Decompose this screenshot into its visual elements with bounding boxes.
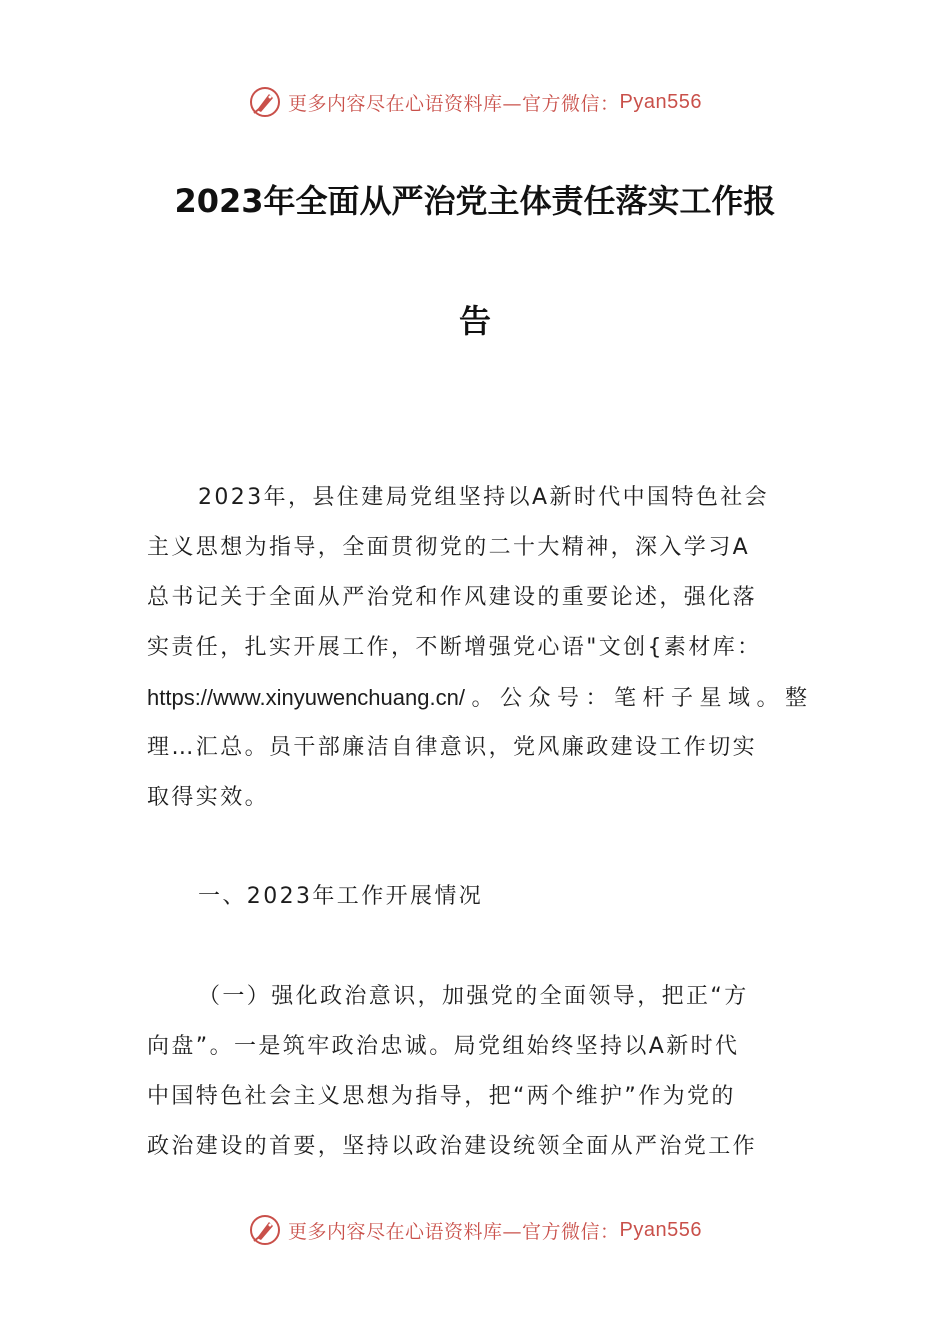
header-watermark-banner xyxy=(0,82,950,122)
paragraph-line: 主义思想为指导，全面贯彻党的二十大精神，深入学习A xyxy=(147,535,751,560)
paragraph-line: 取得实效。 xyxy=(147,785,270,810)
paragraph-line: 2023年，县住建局党组坚持以A新时代中国特色社会 xyxy=(198,485,770,510)
paragraph-line: 向盘”。一是筑牢政治忠诚。局党组始终坚持以A新时代 xyxy=(147,1034,740,1059)
paragraph-line: 理…汇总。员干部廉洁自律意识，党风廉政建设工作切实 xyxy=(147,735,758,760)
paragraph-line: 中国特色社会主义思想为指导，把“两个维护”作为党的 xyxy=(147,1084,736,1109)
banner-label: 更多内容尽在心语资料库—官方微信： xyxy=(288,92,620,115)
pen-nib-logo-icon xyxy=(248,85,282,119)
footer-watermark-banner xyxy=(0,1210,950,1250)
paragraph-line: （一）强化政治意识，加强党的全面领导，把正“方 xyxy=(198,984,749,1009)
paragraph-line: 总书记关于全面从严治党和作风建设的重要论述，强化落 xyxy=(147,585,758,610)
paragraph-line: 实责任，扎实开展工作，不断增强党心语"文创{素材库： xyxy=(147,635,762,660)
banner-label: 更多内容尽在心语资料库—官方微信： xyxy=(288,1220,620,1243)
paragraph-line-url: https://www.xinyuwenchuang.cn/。公众号：笔杆子星域。整 xyxy=(147,685,807,710)
paragraph-line: 政治建设的首要，坚持以政治建设统领全面从严治党工作 xyxy=(147,1134,758,1159)
section-heading-text: 一、2023年工作开展情况 xyxy=(198,884,484,909)
body-paragraph-1 xyxy=(147,473,807,823)
pen-nib-logo-icon xyxy=(248,1213,282,1247)
document-title-line-1: 2023年全面从严治党主体责任落实工作报 xyxy=(174,182,776,220)
document-title-line-2: 告 xyxy=(458,302,491,340)
banner-handle: Pyan556 xyxy=(619,1218,702,1241)
section-heading xyxy=(147,872,807,922)
body-paragraph-2 xyxy=(147,972,807,1172)
banner-handle: Pyan556 xyxy=(619,90,702,113)
